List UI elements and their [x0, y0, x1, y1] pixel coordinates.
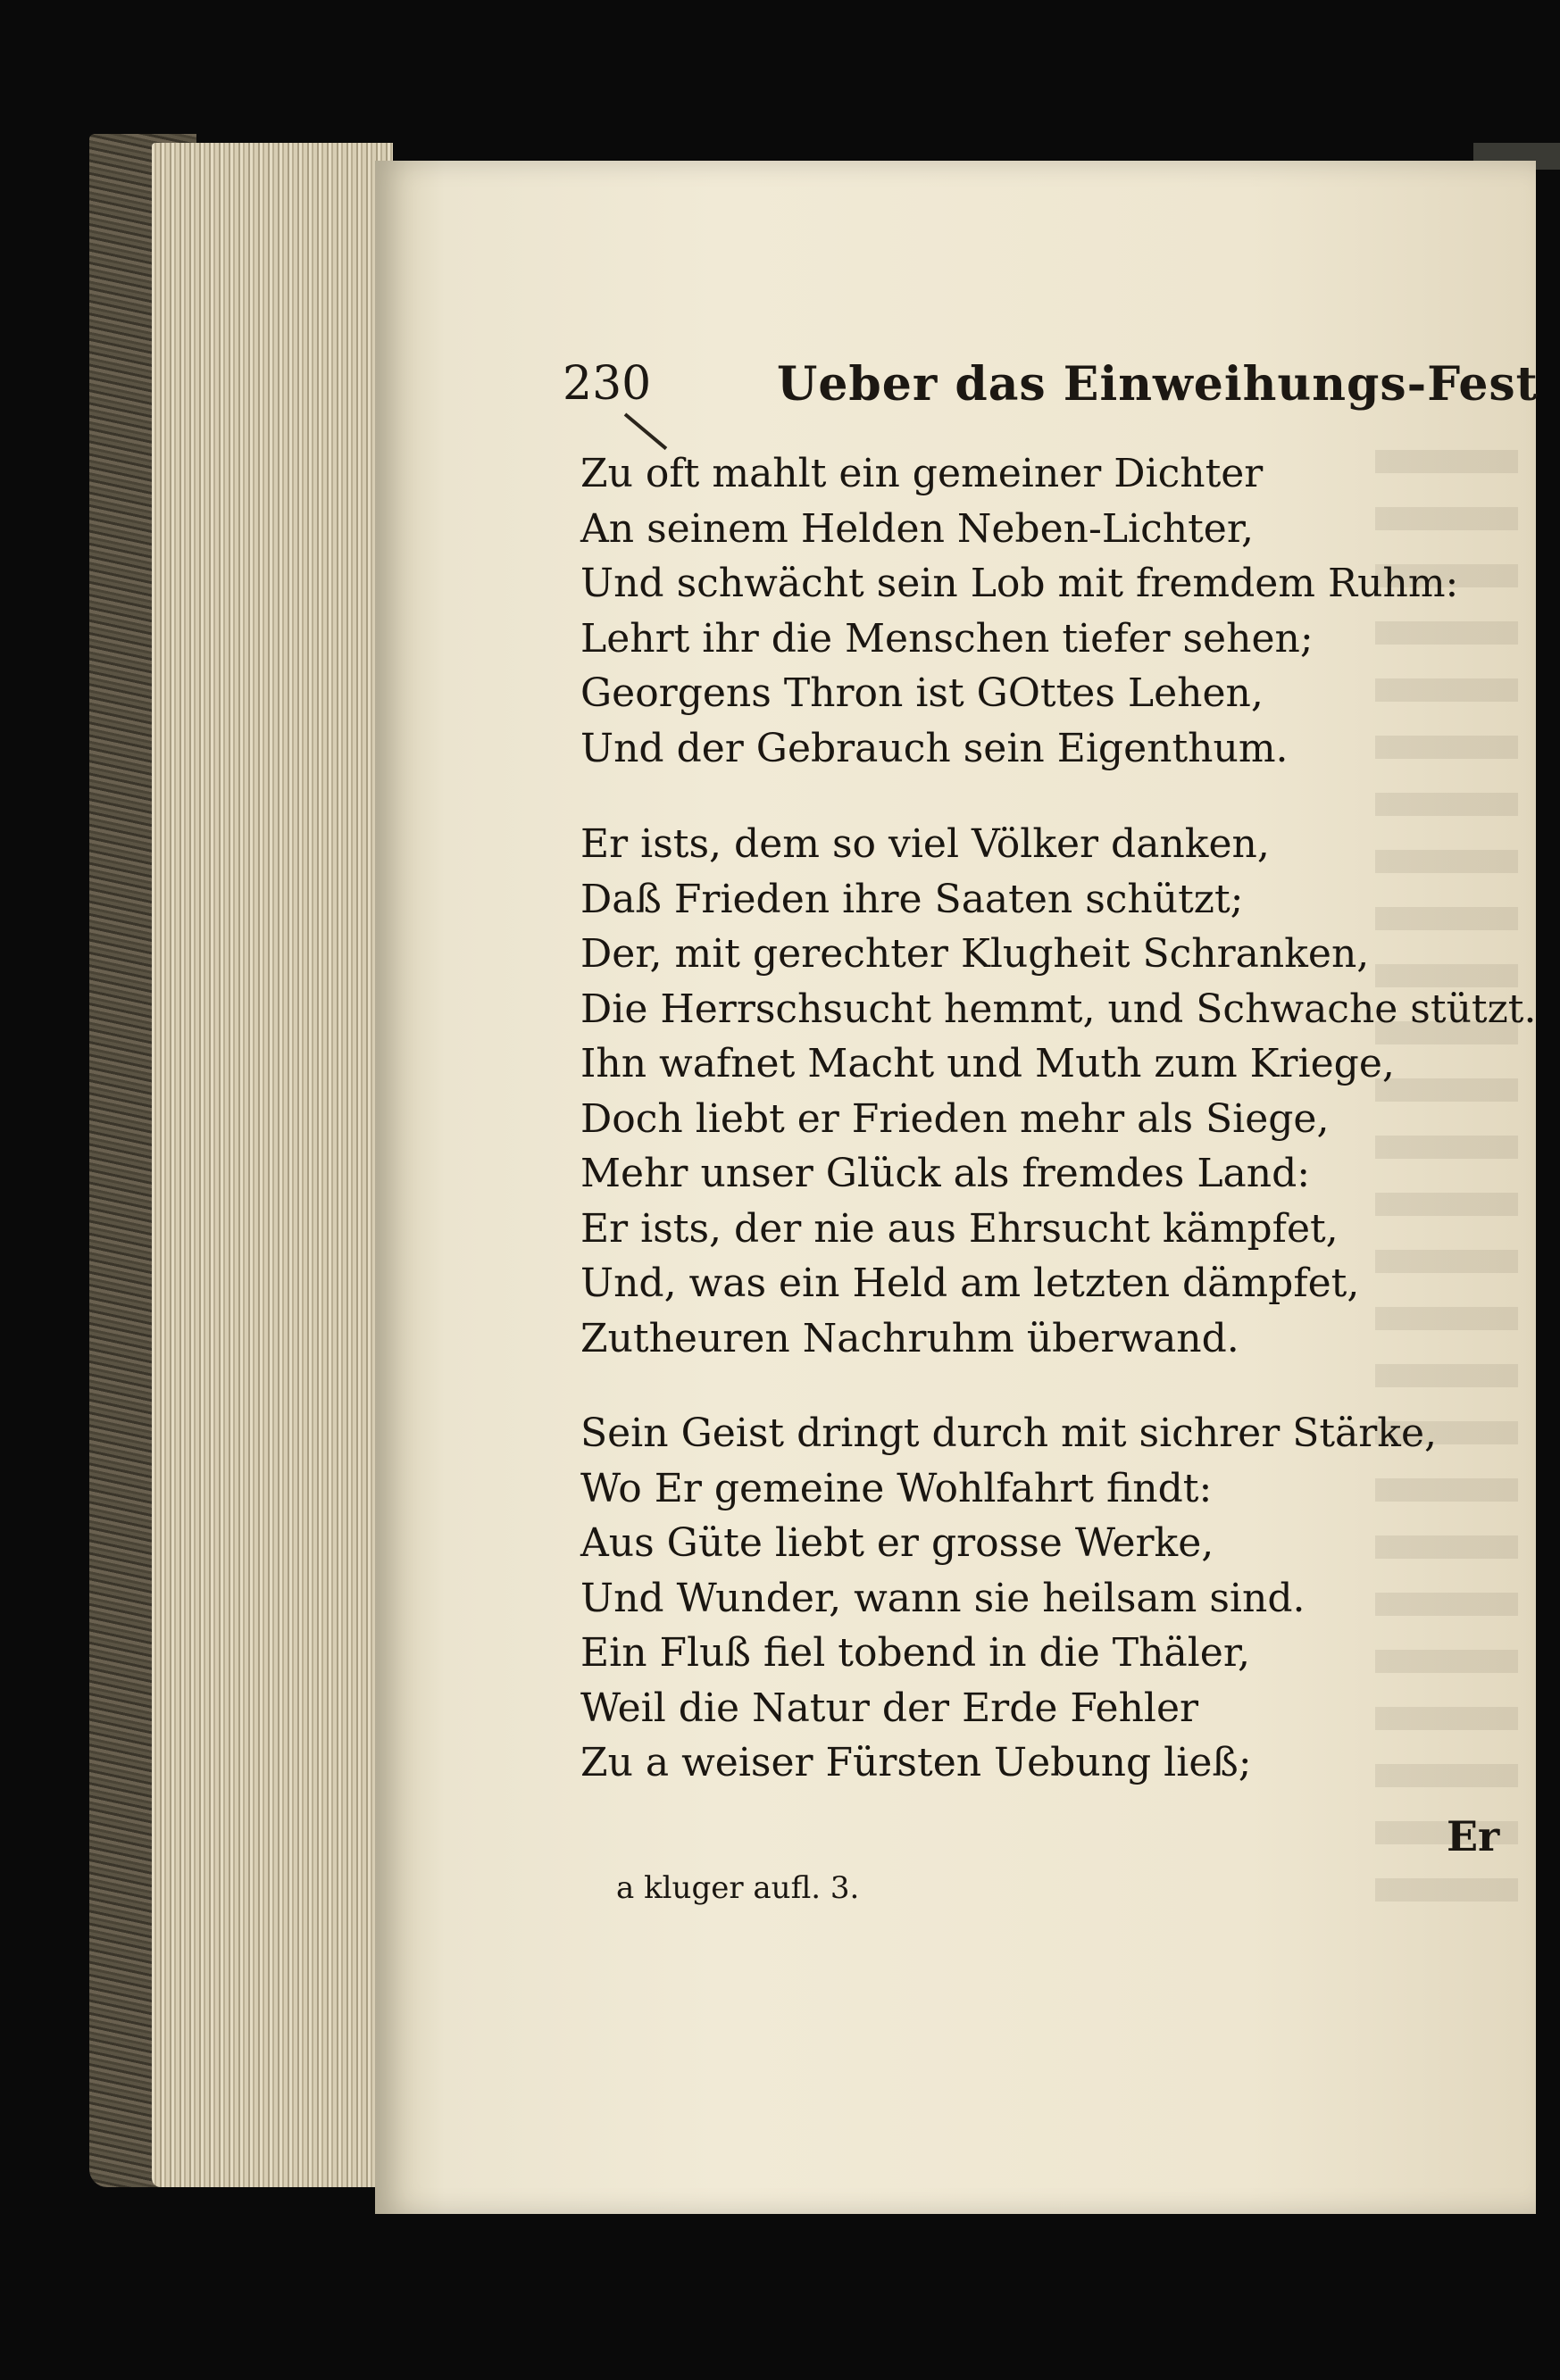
- stanza-1: [580, 446, 1458, 776]
- verse-line: Weil die Natur der Erde Fehler: [580, 1685, 1199, 1731]
- page-number: 230: [563, 357, 652, 411]
- verse-line: Die Herrschsucht hemmt, und Schwache stützt.: [580, 986, 1537, 1032]
- verse-line: Und der Gebrauch sein Eigenthum.: [580, 725, 1289, 771]
- page-edges: [152, 143, 393, 2187]
- stanza-2: [580, 817, 1536, 1366]
- catchword: Er: [1447, 1812, 1500, 1860]
- verse-line: An seinem Helden Neben-Lichter,: [580, 505, 1255, 552]
- verse-line: Und schwächt sein Lob mit fremdem Ruhm:: [580, 561, 1459, 606]
- page-header: [563, 357, 1539, 420]
- verse-line: Wo Er gemeine Wohlfahrt findt:: [580, 1465, 1213, 1511]
- verse-line: Zu oft mahlt ein gemeiner Dichter: [580, 451, 1264, 496]
- verse-line: Ihn wafnet Macht und Muth zum Kriege,: [580, 1041, 1395, 1086]
- verse-line: Zu a weiser Fürsten Uebung ließ;: [580, 1740, 1252, 1785]
- verse-line: Ein Fluß fiel tobend in die Thäler,: [580, 1630, 1251, 1676]
- verse-line: Mehr unser Glück als fremdes Land:: [580, 1151, 1311, 1196]
- verse-line: Und, was ein Held am letzten dämpfet,: [580, 1261, 1360, 1306]
- verse-line: Daß Frieden ihre Saaten schützt;: [580, 876, 1244, 922]
- verse-line: Er ists, der nie aus Ehrsucht kämpfet,: [580, 1205, 1339, 1252]
- stanza-3: [580, 1406, 1437, 1791]
- running-head: Ueber das Einweihungs-Fest: [777, 357, 1539, 412]
- verse-line: Doch liebt er Frieden mehr als Siege,: [580, 1095, 1330, 1142]
- verse-line: Der, mit gerechter Klugheit Schranken,: [580, 931, 1370, 977]
- verse-line: Er ists, dem so viel Völker danken,: [580, 821, 1270, 867]
- verse-line: Georgens Thron ist GOttes Lehen,: [580, 670, 1264, 716]
- verse-line: Zutheuren Nachruhm überwand.: [580, 1315, 1239, 1361]
- verse-line: Sein Geist dringt durch mit sichrer Stärke,: [580, 1411, 1437, 1456]
- footnote: a kluger aufl. 3.: [616, 1870, 860, 1906]
- verse-line: Und Wunder, wann sie heilsam sind.: [580, 1575, 1306, 1621]
- verse-line: Aus Güte liebt er grosse Werke,: [580, 1520, 1214, 1566]
- verse-line: Lehrt ihr die Menschen tiefer sehen;: [580, 615, 1314, 662]
